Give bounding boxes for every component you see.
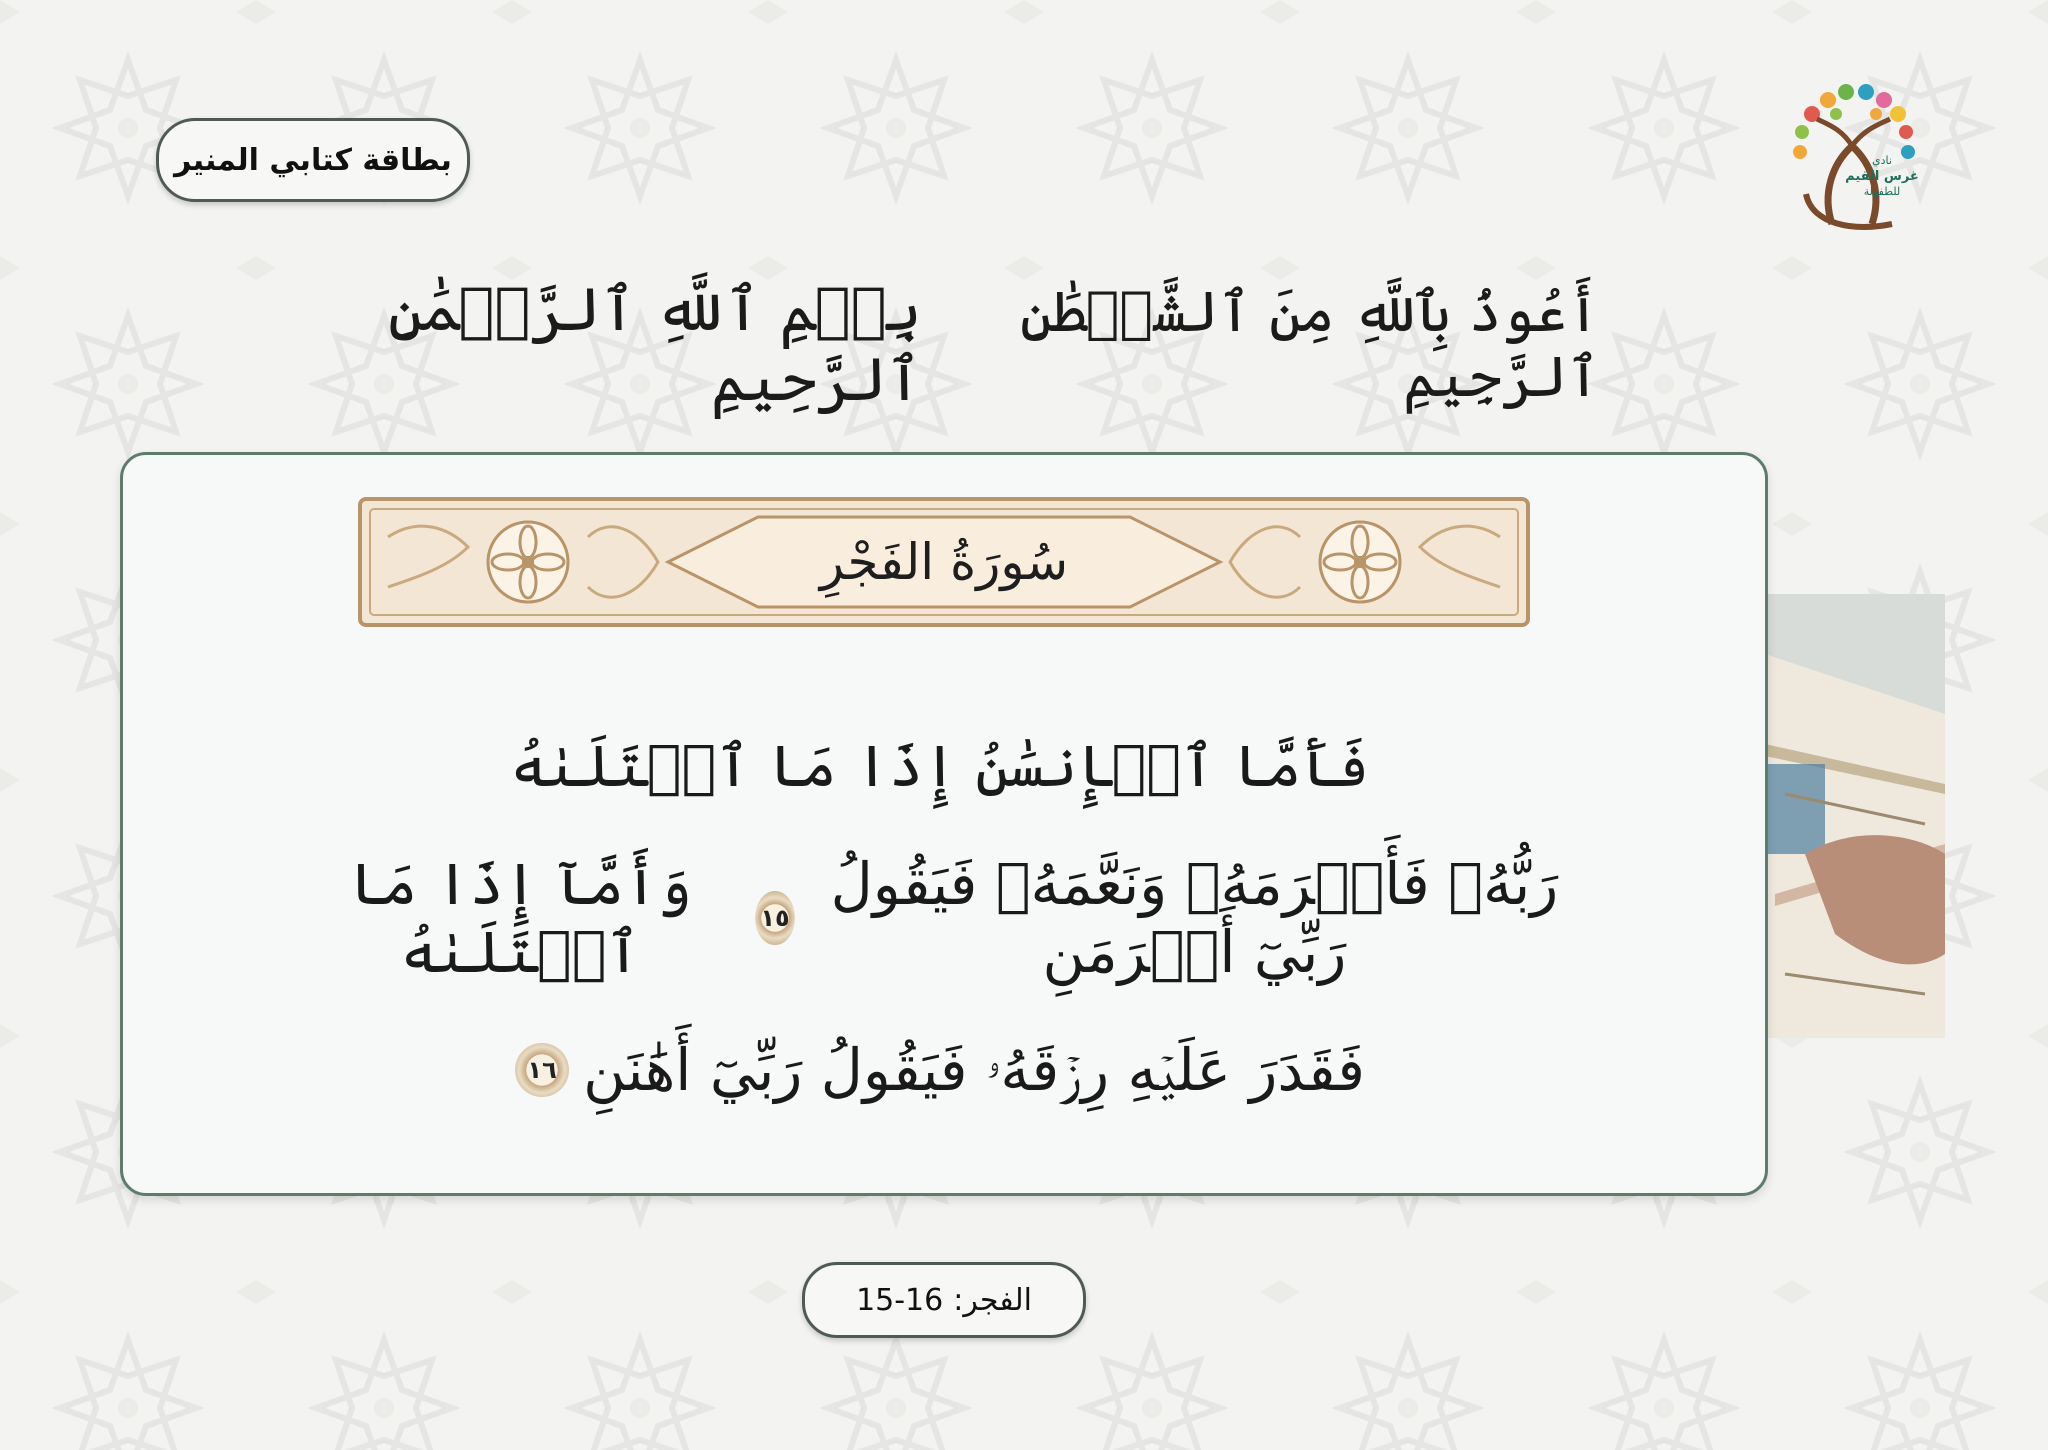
verse-line-2 xyxy=(300,842,1580,994)
surah-title xyxy=(358,497,1530,627)
verse-line-3 xyxy=(300,994,1580,1146)
opening-lines xyxy=(270,275,1600,415)
tree-logo-icon xyxy=(1772,74,1932,234)
verse-reference-badge xyxy=(802,1262,1086,1338)
reference-surah: الفجر: xyxy=(953,1282,1032,1318)
club-logo xyxy=(1772,74,1932,234)
verse-line-1-text: فَأَمَّا ٱلۡإِنسَٰنُ إِذَا مَا ٱبۡتَلَىٰهُ xyxy=(510,732,1370,800)
istiadha-text: أَعُوذُ بِٱللَّهِ مِنَ ٱلشَّيۡطَٰنِ ٱلرَّجِيمِ xyxy=(1020,280,1600,410)
verse-line-3-text: فَقَدَرَ عَلَيۡهِ رِزۡقَهُۥ فَيَقُولُ رَبِّيٓ أَهَٰنَنِ xyxy=(583,1035,1365,1104)
reference-range: 15-16 xyxy=(856,1282,944,1318)
verse-text-block xyxy=(300,690,1580,1146)
card-title-label: بطاقة كتابي المنير xyxy=(174,142,452,178)
quran-reading-photo xyxy=(1757,594,1945,1038)
verse-line-1 xyxy=(300,690,1580,842)
verse-line-2a-text: رَبُّهُۥ فَأَكۡرَمَهُۥ وَنَعَّمَهُۥ فَيَقُولُ رَبِّيٓ أَكۡرَمَنِ xyxy=(830,850,1559,986)
card-title-badge xyxy=(156,118,470,202)
logo-line3: للطفولة xyxy=(1863,185,1901,198)
logo-line1: نادي xyxy=(1872,154,1892,167)
logo-line2: غرس القيم xyxy=(1845,169,1919,184)
surah-title-text: سُورَةُ الفَجْرِ xyxy=(819,533,1069,591)
verse-line-2b-text: وَأَمَّآ إِذَا مَا ٱبۡتَلَىٰهُ xyxy=(349,850,692,986)
ayah-number-16: ١٦ xyxy=(515,1043,569,1097)
basmala-text: بِسۡمِ ٱللَّهِ ٱلرَّحۡمَٰنِ ٱلرَّحِيمِ xyxy=(388,275,922,415)
ayah-number-15: ١٥ xyxy=(755,891,795,945)
